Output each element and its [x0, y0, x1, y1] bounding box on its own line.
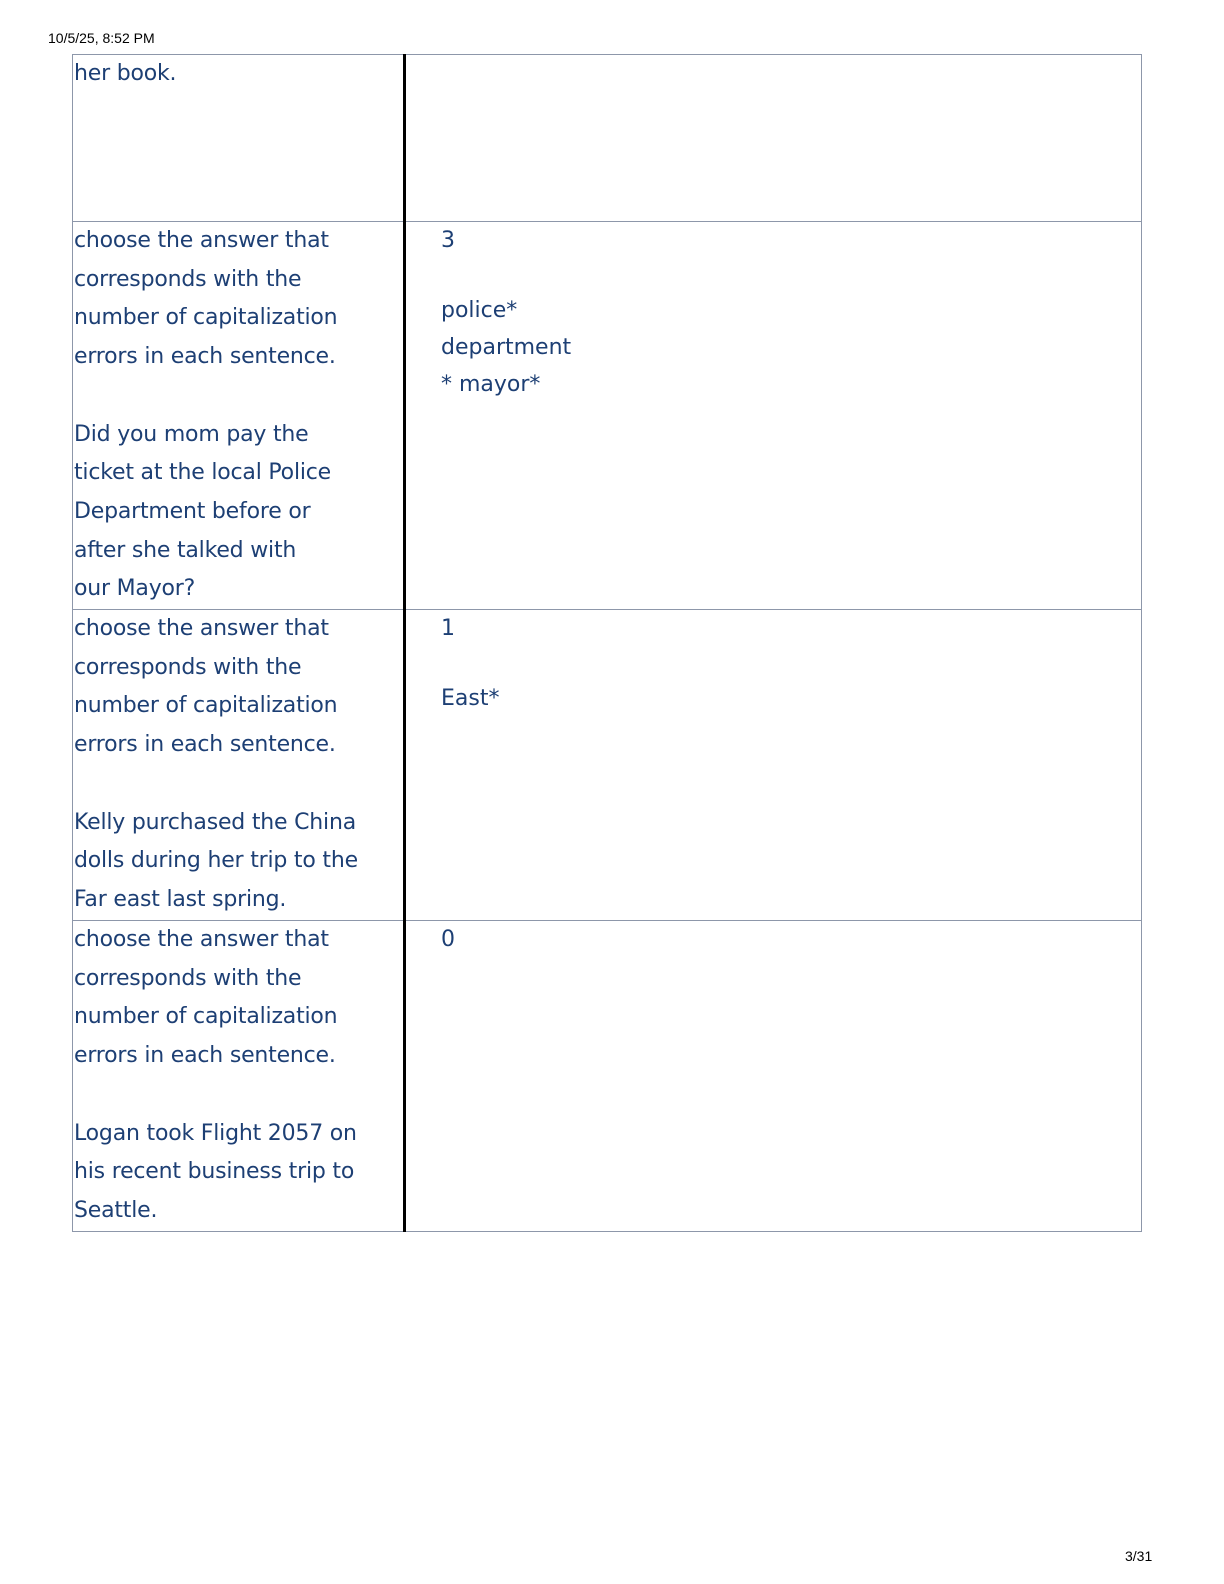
answer-cell: [405, 921, 1142, 1232]
question-cell: choose the answer that corresponds with the number of capitalization errors in each sentence. Kelly purchased the China dolls during her trip to the Far east last spring.: [73, 610, 405, 921]
question-cell: choose the answer that corresponds with the number of capitalization errors in each sentence. Did you mom pay the ticket at the local Police Department before or after she talked with our Mayor?: [73, 222, 405, 610]
question-answer-table: [72, 54, 1142, 1232]
answer-value: 0: [441, 927, 455, 953]
table-row: [73, 222, 1142, 610]
print-timestamp: 10/5/25, 8:52 PM: [48, 30, 155, 46]
table-row: [73, 55, 1142, 222]
error-word: * mayor*: [441, 372, 541, 397]
table-row: [73, 610, 1142, 921]
answer-value: 1: [441, 616, 455, 642]
answer-cell: [405, 55, 1142, 222]
error-word: police*: [441, 298, 518, 323]
answer-cell: [405, 610, 1142, 921]
answer-cell: [405, 222, 1142, 610]
question-cell: her book.: [73, 55, 405, 222]
page-number: 3/31: [1125, 1548, 1153, 1564]
table-row: [73, 921, 1142, 1232]
question-cell: choose the answer that corresponds with the number of capitalization errors in each sentence. Logan took Flight 2057 on his recent business trip to Seattle.: [73, 921, 405, 1232]
answer-value: 3: [441, 228, 455, 253]
error-word: East*: [441, 686, 500, 712]
error-word: department: [441, 335, 572, 360]
